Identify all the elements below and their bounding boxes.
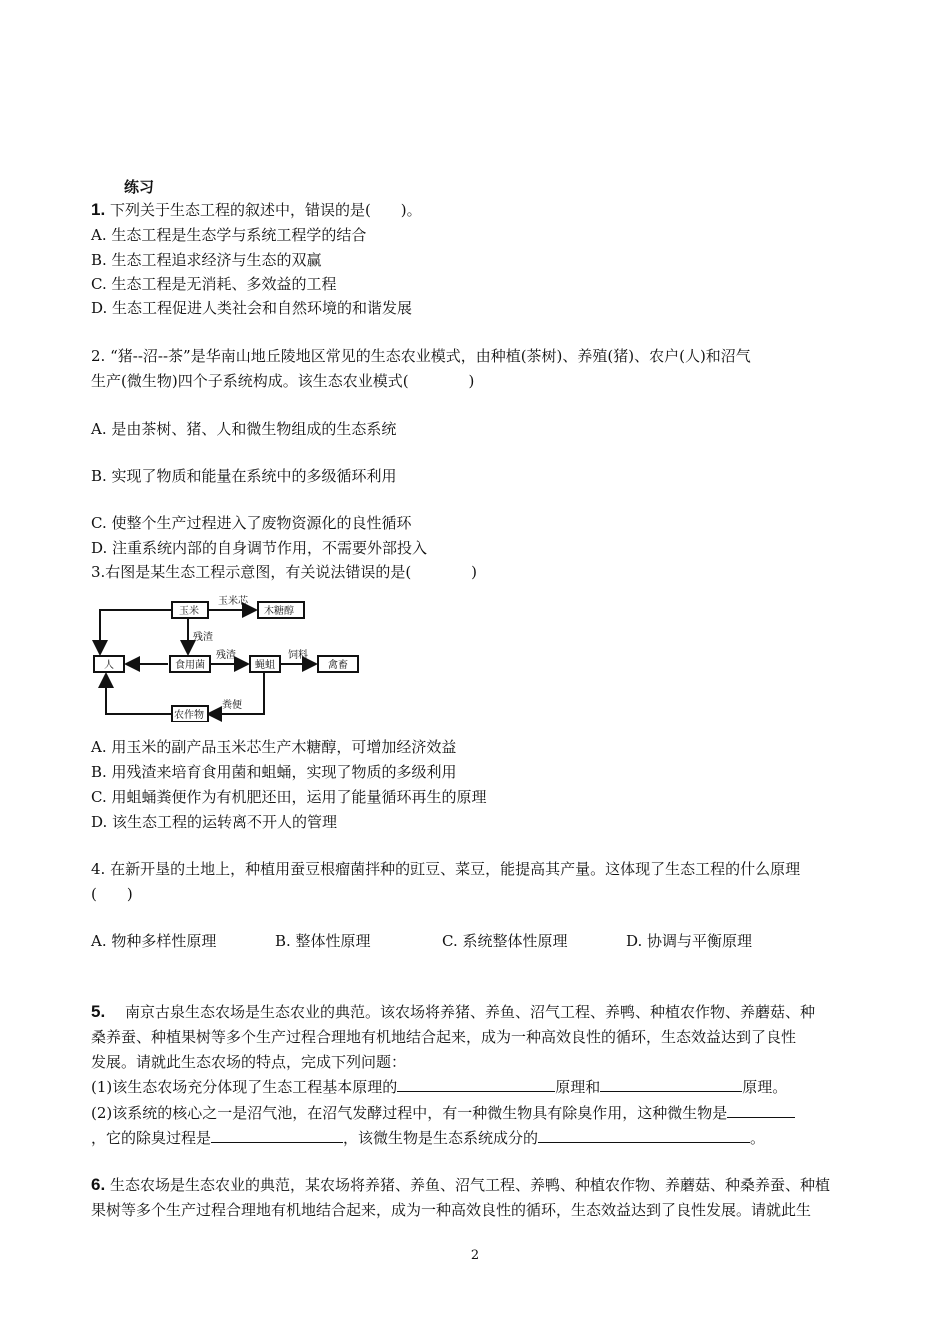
q3-option-d: D. 该生态工程的运转离不开人的管理 xyxy=(91,813,338,831)
q5-sub1-text-b: 原理和 xyxy=(555,1078,601,1096)
q5-sub2-text-c: ，该微生物是生态系统成分的 xyxy=(343,1129,539,1147)
q5-sub1-blank-1[interactable] xyxy=(397,1075,555,1092)
q5-sub2-blank-1[interactable] xyxy=(727,1101,795,1118)
q5-sub2-text-b: ，它的除臭过程是 xyxy=(91,1129,212,1147)
q5-sub1 xyxy=(91,1075,787,1098)
q5-number: 5. xyxy=(91,1002,106,1021)
label-manure: 粪便 xyxy=(222,700,242,711)
q5-sub2-text-a: (2)该系统的核心之一是沼气池，在沼气发酵过程中，有一种微生物具有除臭作用，这种微生物是 xyxy=(91,1104,728,1122)
q6-stem-line1 xyxy=(91,1174,830,1196)
q5-sub1-text-a: (1)该生态农场充分体现了生态工程基本原理的 xyxy=(91,1078,398,1096)
node-crop xyxy=(172,706,208,722)
q1-stem xyxy=(91,199,422,221)
q1-option-d: D. 生态工程促进人类社会和自然环境的和谐发展 xyxy=(91,299,413,317)
edge-crop-to-person xyxy=(106,674,172,714)
svg-text:农作物: 农作物 xyxy=(174,710,204,721)
q1-option-b: B. 生态工程追求经济与生态的双赢 xyxy=(91,251,322,269)
q2-option-d: D. 注重系统内部的自身调节作用，不需要外部投入 xyxy=(91,539,428,557)
q5-stem-line2: 桑养蚕、种植果树等多个生产过程合理地有机地结合起来，成为一种高效良性的循环，生态效益达到了良性 xyxy=(91,1028,797,1046)
q3-option-c: C. 用蛆蛹粪便作为有机肥还田，运用了能量循环再生的原理 xyxy=(91,788,487,806)
node-xylitol xyxy=(258,602,304,618)
q6-number: 6. xyxy=(91,1175,106,1194)
q1-option-a: A. 生态工程是生态学与系统工程学的结合 xyxy=(91,226,367,244)
ecology-flow-diagram xyxy=(92,592,362,722)
q4-option-d: D. 协调与平衡原理 xyxy=(626,932,753,950)
page-number: 2 xyxy=(470,1248,480,1263)
label-feed: 饲料 xyxy=(288,650,308,661)
q5-sub2-text-d: 。 xyxy=(750,1129,766,1147)
svg-text:木糖醇: 木糖醇 xyxy=(264,606,294,617)
q5-sub2-blank-3[interactable] xyxy=(538,1126,750,1143)
svg-text:食用菌: 食用菌 xyxy=(175,660,205,671)
q1-stem-text: 下列关于生态工程的叙述中，错误的是( )。 xyxy=(105,201,422,219)
q5-stem-line1 xyxy=(91,1001,815,1023)
q3-option-a: A. 用玉米的副产品玉米芯生产木糖醇，可增加经济效益 xyxy=(91,738,457,756)
q5-sub1-blank-2[interactable] xyxy=(600,1075,742,1092)
q5-sub1-text-c: 原理。 xyxy=(742,1078,788,1096)
q6-stem-line2: 果树等多个生产过程合理地有机地结合起来，成为一种高效良性的循环，生态效益达到了良性发展。请就此生 xyxy=(91,1201,812,1219)
svg-text:禽畜: 禽畜 xyxy=(328,660,348,671)
q4-option-a: A. 物种多样性原理 xyxy=(91,932,217,950)
q6-stem-text: 生态农场是生态农业的典范，某农场将养猪、养鱼、沼气工程、养鸭、种植农作物、养蘑菇、种桑养蚕、种植 xyxy=(105,1176,830,1194)
q1-option-c: C. 生态工程是无消耗、多效益的工程 xyxy=(91,275,337,293)
q2-option-a: A. 是由茶树、猪、人和微生物组成的生态系统 xyxy=(91,420,397,438)
node-fungus xyxy=(170,656,210,672)
svg-text:人: 人 xyxy=(104,660,114,671)
q5-sub2-line2 xyxy=(91,1126,765,1149)
q3-stem: 3.右图是某生态工程示意图，有关说法错误的是( ) xyxy=(91,563,478,581)
node-livestock xyxy=(318,656,358,672)
q2-option-b: B. 实现了物质和能量在系统中的多级循环利用 xyxy=(91,467,397,485)
node-person xyxy=(94,656,124,672)
svg-text:玉米: 玉米 xyxy=(179,606,199,617)
q5-sub2-blank-2[interactable] xyxy=(211,1126,343,1143)
svg-text:蝇蛆: 蝇蛆 xyxy=(255,660,275,671)
q2-stem-line2: 生产(微生物)四个子系统构成。该生态农业模式( ) xyxy=(91,372,475,390)
q3-option-b: B. 用残渣来培育食用菌和蛆蛹，实现了物质的多级利用 xyxy=(91,763,457,781)
q2-option-c: C. 使整个生产过程进入了废物资源化的良性循环 xyxy=(91,514,412,532)
q5-stem-line3: 发展。请就此生态农场的特点，完成下列问题： xyxy=(91,1053,407,1071)
q4-stem-line2: ( ) xyxy=(91,885,133,903)
node-corn xyxy=(172,602,208,618)
section-heading: 练习 xyxy=(124,178,155,196)
q4-stem-line1: 4. 在新开垦的土地上，种植用蚕豆根瘤菌拌种的豇豆、菜豆，能提高其产量。这体现了生态工程的什么原理 xyxy=(91,860,801,878)
q5-sub2-line1 xyxy=(91,1101,795,1124)
label-residue-1: 残渣 xyxy=(193,632,213,643)
label-residue-2: 残渣 xyxy=(216,650,236,661)
edge-corn-to-person xyxy=(100,610,172,654)
q5-stem-text: 南京古泉生态农场是生态农业的典范。该农场将养猪、养鱼、沼气工程、养鸭、种植农作物、养蘑菇、种 xyxy=(105,1003,815,1021)
q4-option-b: B. 整体性原理 xyxy=(275,932,371,950)
q2-stem-line1: 2. “猪--沼--茶”是华南山地丘陵地区常见的生态农业模式，由种植(茶树)、养殖(猪)、农户(人)和沼气 xyxy=(91,347,751,365)
label-corn-cob: 玉米芯 xyxy=(218,596,248,607)
q4-option-c: C. 系统整体性原理 xyxy=(442,932,568,950)
q1-number: 1. xyxy=(91,200,106,219)
node-fly xyxy=(250,656,280,672)
